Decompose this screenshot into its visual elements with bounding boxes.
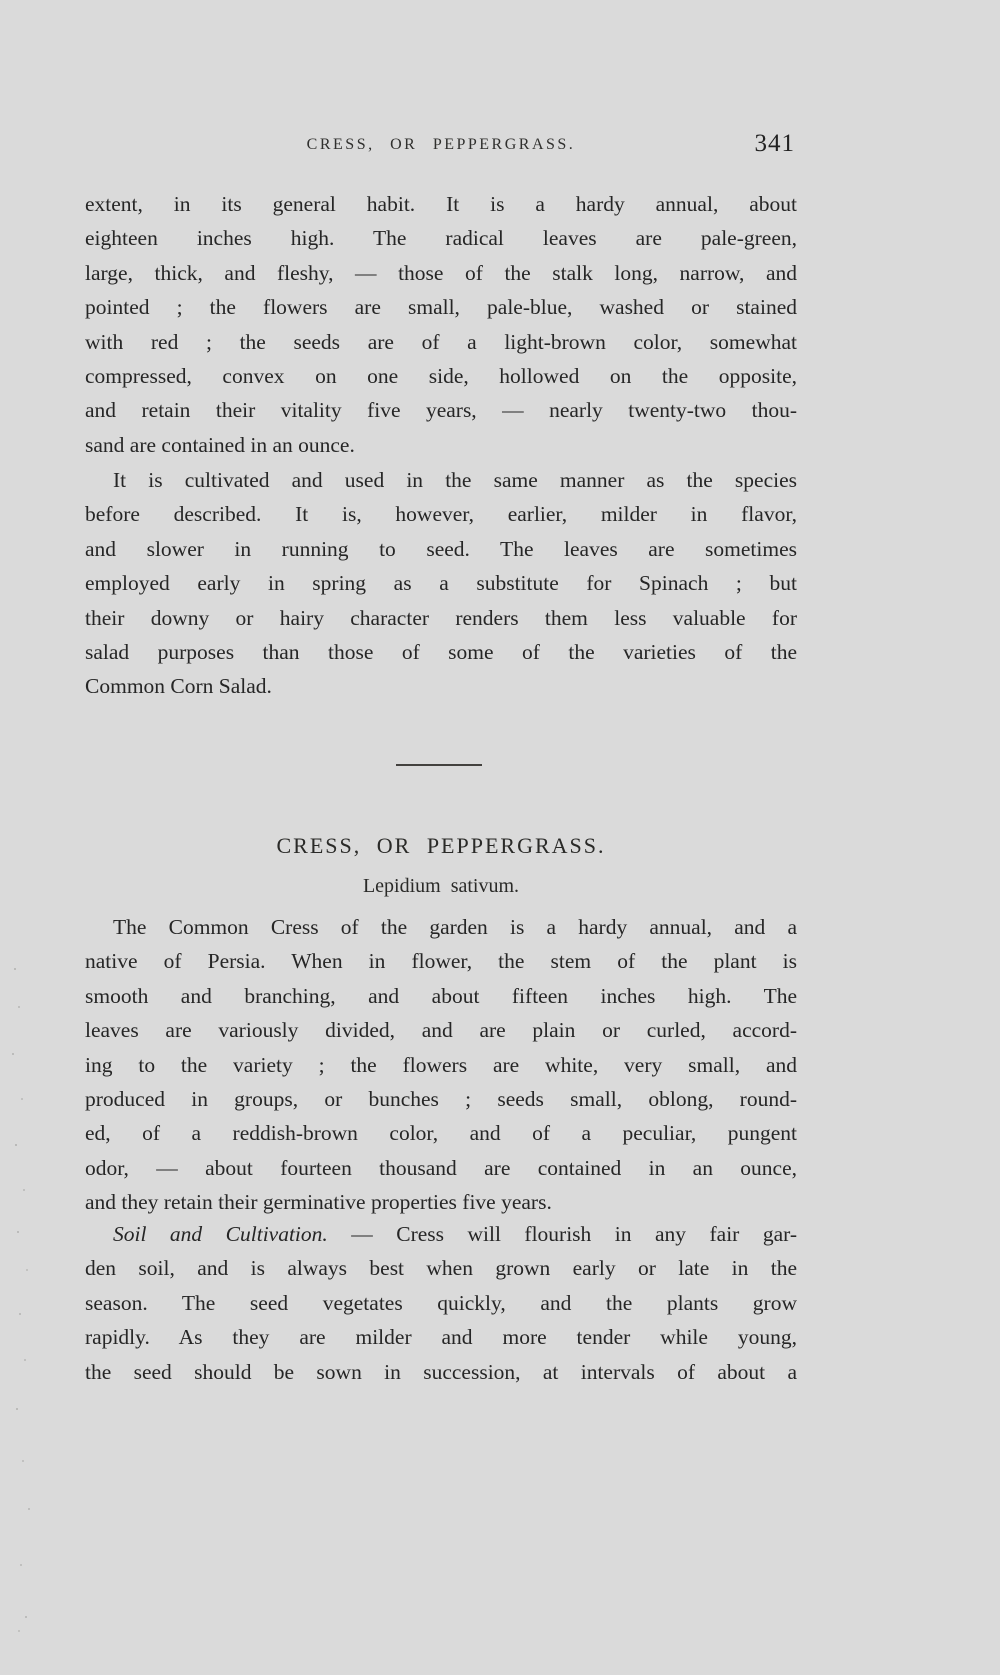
running-header-title: CRESS, OR PEPPERGRASS. [306,136,576,153]
text-line: and retain their vitality five years, — nearly twenty-two thou- [85,398,797,423]
text-line: ed, of a reddish-brown color, and of a peculiar, pungent [85,1121,797,1146]
running-header [85,129,797,161]
section-latin-subtitle: Lepidium sativum. [362,875,520,897]
text-line: ing to the variety ; the flowers are white, very small, and [85,1052,797,1077]
paragraph [85,463,797,704]
text-line: It is cultivated and used in the same manner as the species [113,468,797,492]
text-line: salad purposes than those of some of the varieties of the [85,640,797,665]
text-line: eighteen inches high. The radical leaves are pale-green, [85,226,797,251]
text-line: den soil, and is always best when grown early or late in the [85,1256,797,1281]
text-line: smooth and branching, and about fifteen inches high. The [85,983,797,1008]
section-divider-rule [396,764,482,766]
text-line: large, thick, and fleshy, — those of the stalk long, narrow, and [85,260,797,285]
text-line: sand are contained in an ounce. [85,432,355,457]
text-line: employed early in spring as a substitute for Spinach ; but [85,571,797,596]
text-line: with red ; the seeds are of a light-brown color, somewhat [85,329,797,354]
text-line: native of Persia. When in flower, the stem of the plant is [85,949,797,974]
text-line: before described. It is, however, earlier, milder in flavor, [85,502,797,527]
text-line: extent, in its general habit. It is a hardy annual, about [85,192,797,216]
text-line: Common Corn Salad. [85,674,272,699]
text-line: leaves are variously divided, and are plain or curled, accord- [85,1018,797,1043]
text-line: compressed, convex on one side, hollowed on the opposite, [85,364,797,389]
italic-lead-in: Soil and Cultivation. [113,1222,328,1246]
paragraph-soil-and-cultivation [85,1217,797,1389]
text-line: The Common Cress of the garden is a hardy annual, and a [113,915,797,939]
text-line: odor, — about fourteen thousand are contained in an ounce, [85,1155,797,1180]
text-line: season. The seed vegetates quickly, and the plants grow [85,1290,797,1315]
paragraph [85,910,797,1220]
text-line: produced in groups, or bunches ; seeds small, oblong, round- [85,1087,797,1112]
text-line: and slower in running to seed. The leaves are sometimes [85,536,797,561]
text-line: and they retain their germinative properties five years. [85,1190,552,1215]
text-line: pointed ; the flowers are small, pale-blue, washed or stained [85,295,797,320]
section-heading: CRESS, OR PEPPERGRASS. [276,833,606,858]
text-line [85,1217,797,1251]
paragraph-continuation [85,187,797,462]
page-number: 341 [754,130,795,157]
lead-rest: — Cress will flourish in any fair gar- [327,1222,797,1246]
scan-speckle-noise [14,968,16,970]
text-line: their downy or hairy character renders them less valuable for [85,605,797,630]
text-line: the seed should be sown in succession, at intervals of about a [85,1359,797,1384]
text-line: rapidly. As they are milder and more tender while young, [85,1325,797,1350]
